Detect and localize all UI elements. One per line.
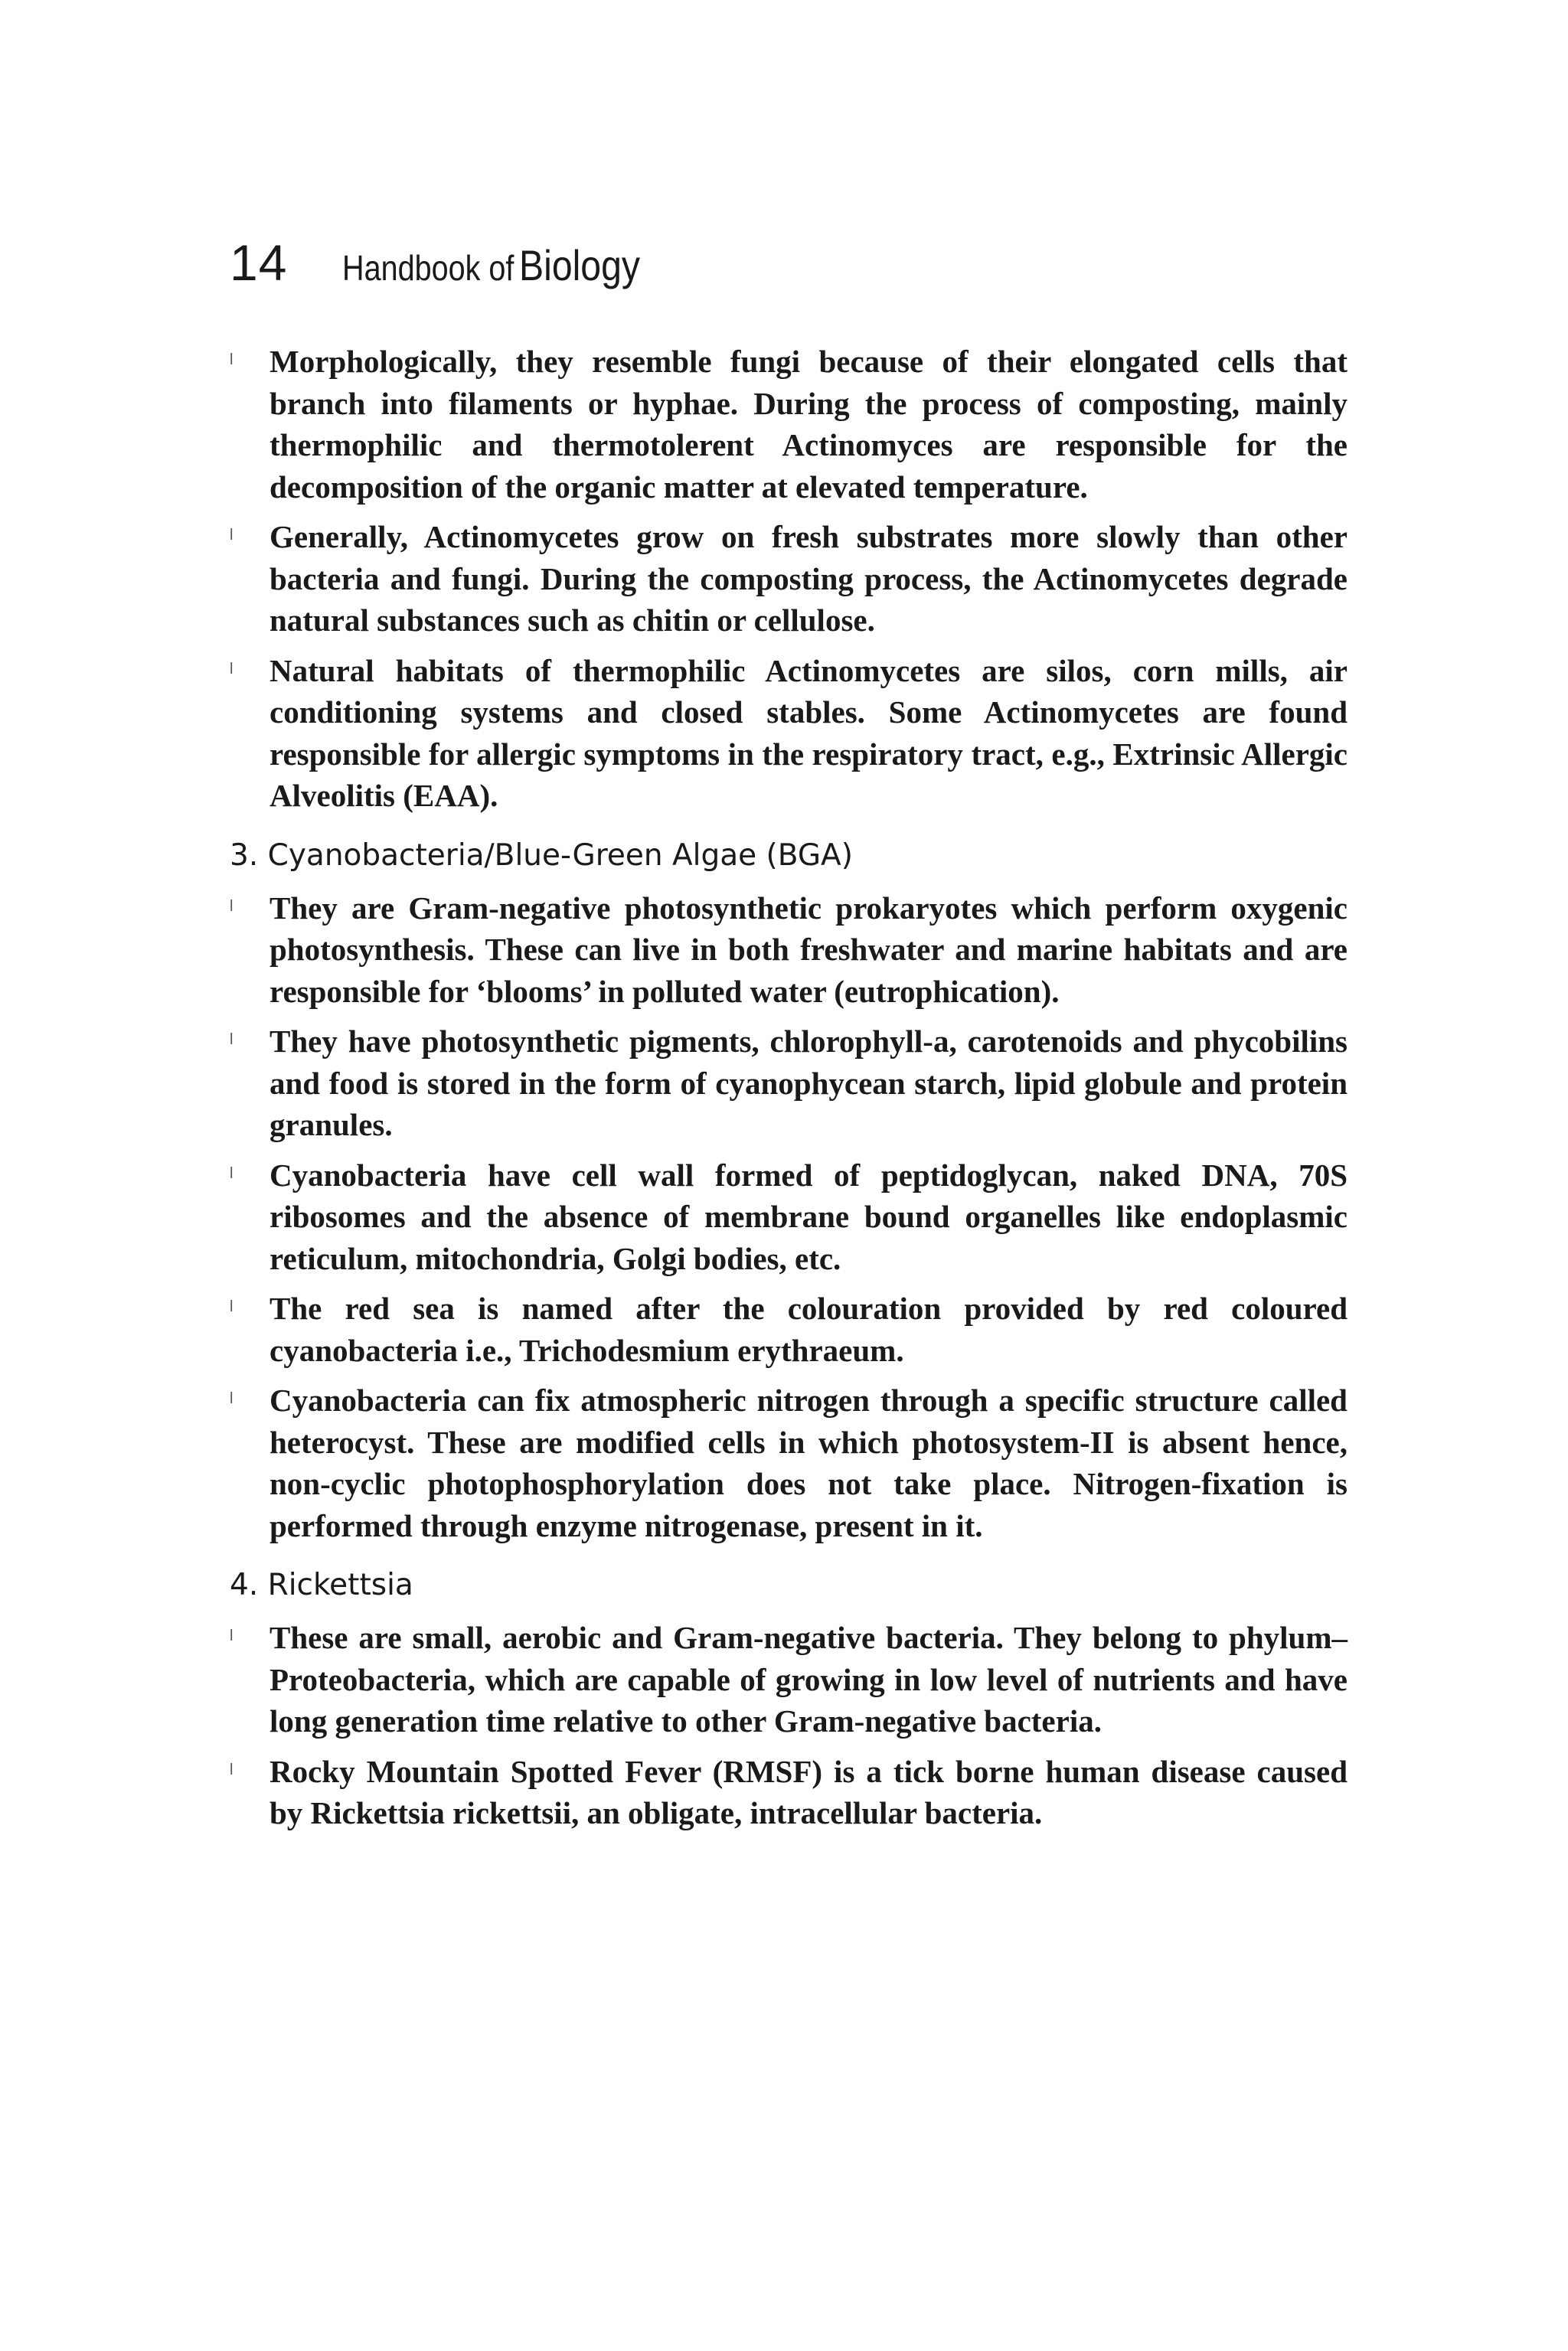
- bullet-text: Natural habitats of thermophilic Actinomycetes are silos, corn mills, air conditioning systems and closed stables. Some Actinomycetes are found responsible for allergic symptoms in the respiratory tract, e.g., Extrinsic Allergic Alveolitis (EAA).: [270, 652, 1348, 813]
- bullet-marker: l: [230, 1298, 234, 1315]
- bottom-spacer: [230, 1843, 1348, 1850]
- bullet-marker: l: [230, 660, 234, 678]
- bullet-marker: l: [230, 1031, 234, 1048]
- bullet-text: The red sea is named after the colouration provided by red coloured cyanobacteria i.e., Trichodesmium erythraeum.: [270, 1291, 1348, 1368]
- bullet-text: These are small, aerobic and Gram-negative bacteria. They belong to phylum–Proteobacteria, which are capable of growing in low level of nutrients and have long generation time relative to other Gram-negative bacteria.: [270, 1620, 1348, 1739]
- list-item: [230, 1288, 1348, 1371]
- bullet-text: Rocky Mountain Spotted Fever (RMSF) is a tick borne human disease caused by Rickettsia rickettsii, an obligate, intracellular bacteria.: [270, 1753, 1348, 1830]
- list-item: [230, 1617, 1348, 1742]
- bullet-marker: l: [230, 1628, 234, 1644]
- bullet-marker: l: [230, 897, 234, 915]
- bullet-marker: l: [230, 1390, 234, 1407]
- page-number: 14: [230, 234, 288, 291]
- bullet-text: They are Gram-negative photosynthetic prokaryotes which perform oxygenic photosynthesis. These can live in both freshwater and marine habitats and are responsible for ‘blooms’ in polluted water (eutrophication).: [270, 890, 1348, 1009]
- list-item: [230, 1020, 1348, 1146]
- bullet-text: Morphologically, they resemble fungi because of their elongated cells that branch into filaments or hyphae. During the process of composting, mainly thermophilic and thermotolerent Actinomyces are responsible for the decomposition of the organic matter at elevated temperature.: [270, 344, 1348, 504]
- list-item: [230, 341, 1348, 508]
- list-item: [230, 650, 1348, 817]
- bullet-text: They have photosynthetic pigments, chlorophyll-a, carotenoids and phycobilins and food is stored in the form of cyanophycean starch, lipid globule and protein granules.: [270, 1024, 1348, 1142]
- bullet-marker: l: [230, 527, 234, 544]
- running-header: [230, 233, 660, 295]
- page-body: [230, 341, 1348, 1850]
- list-item: [230, 1154, 1348, 1280]
- bullet-marker: l: [230, 1761, 234, 1778]
- section-heading-cyanobacteria: 3. Cyanobacteria/Blue-Green Algae (BGA): [230, 838, 853, 873]
- bullet-marker: l: [230, 1164, 234, 1182]
- book-title-main: Biology: [519, 241, 641, 289]
- list-item: [230, 1380, 1348, 1546]
- bullet-marker: l: [230, 351, 234, 368]
- list-item: [230, 516, 1348, 642]
- list-item: [230, 887, 1348, 1013]
- bullet-text: Generally, Actinomycetes grow on fresh substrates more slowly than other bacteria and fungi. During the composting process, the Actinomycetes degrade natural substances such as chitin or cellulose.: [270, 519, 1348, 638]
- book-title-prefix: Handbook of: [342, 248, 514, 288]
- bullet-text: Cyanobacteria have cell wall formed of peptidoglycan, naked DNA, 70S ribosomes and the absence of membrane bound organelles like endoplasmic reticulum, mitochondria, Golgi bodies, etc.: [270, 1157, 1348, 1276]
- section-heading-rickettsia: 4. Rickettsia: [230, 1568, 413, 1602]
- list-item: [230, 1751, 1348, 1834]
- bullet-text: Cyanobacteria can fix atmospheric nitrogen through a specific structure called heterocyst. These are modified cells in which photosystem-II is absent hence, non-cyclic photophosphorylation does not take place. Nitrogen-fixation is performed through enzyme nitrogenase, present in it.: [270, 1383, 1348, 1543]
